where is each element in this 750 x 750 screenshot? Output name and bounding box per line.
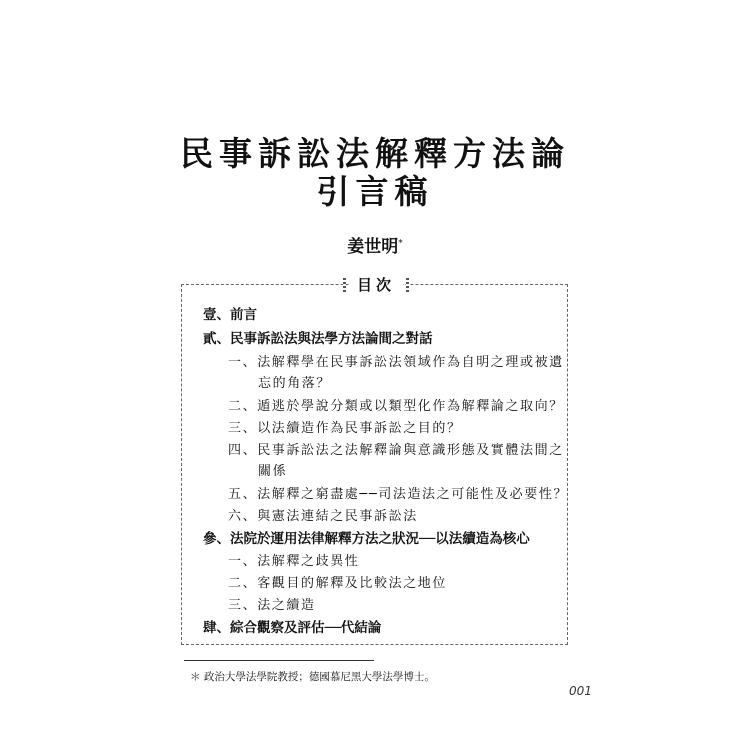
toc-item-section-4: 肆、綜合觀察及評估──代結論 bbox=[203, 620, 382, 636]
toc-item-2-3: 三、以法續造作為民事訴訟之目的？ bbox=[228, 421, 462, 436]
toc-item-2-5: 五、法解釋之窮盡處──司法造法之可能性及必要性？ bbox=[228, 487, 569, 502]
title-line-1: 民事訴訟法解釋方法論 bbox=[180, 134, 570, 173]
toc-item-3-2: 二、客觀目的解釋及比較法之地位 bbox=[228, 576, 448, 591]
toc-item-section-3: 參、法院於運用法律解釋方法之狀況──以法續造為核心 bbox=[203, 531, 530, 547]
toc-item-2-4-continued: 關係 bbox=[258, 464, 288, 479]
toc-item-2-1: 一、法解釋學在民事訴訟法領域作為自明之理或被遺 bbox=[228, 355, 564, 370]
toc-heading: 目次 bbox=[349, 273, 403, 297]
footnote: ＊ 政治大學法學院教授；德國慕尼黑大學法學博士。 bbox=[190, 671, 435, 683]
title-line-2: 引言稿 bbox=[316, 172, 434, 211]
author bbox=[0, 232, 750, 257]
toc-item-3-1: 一、法解釋之歧異性 bbox=[228, 554, 360, 569]
footnote-divider bbox=[184, 660, 374, 661]
toc-item-2-4: 四、民事訴訟法之法解釋論與意識形態及實體法間之 bbox=[228, 443, 564, 458]
toc-item-3-3: 三、法之續造 bbox=[228, 598, 316, 613]
toc-item-section-1: 壹、前言 bbox=[203, 307, 257, 323]
author-name: 姜世明 bbox=[347, 237, 399, 257]
toc-item-2-1-continued: 忘的角落？ bbox=[258, 376, 332, 391]
toc-item-2-6: 六、與憲法連結之民事訴訟法 bbox=[228, 509, 418, 524]
toc-item-section-2: 貳、民事訴訟法與法學方法論間之對話 bbox=[203, 331, 433, 347]
page-number: 001 bbox=[569, 684, 592, 698]
toc-item-2-2: 二、遁逃於學說分類或以類型化作為解釋論之取向？ bbox=[228, 399, 564, 414]
author-footnote-marker: * bbox=[398, 238, 403, 249]
